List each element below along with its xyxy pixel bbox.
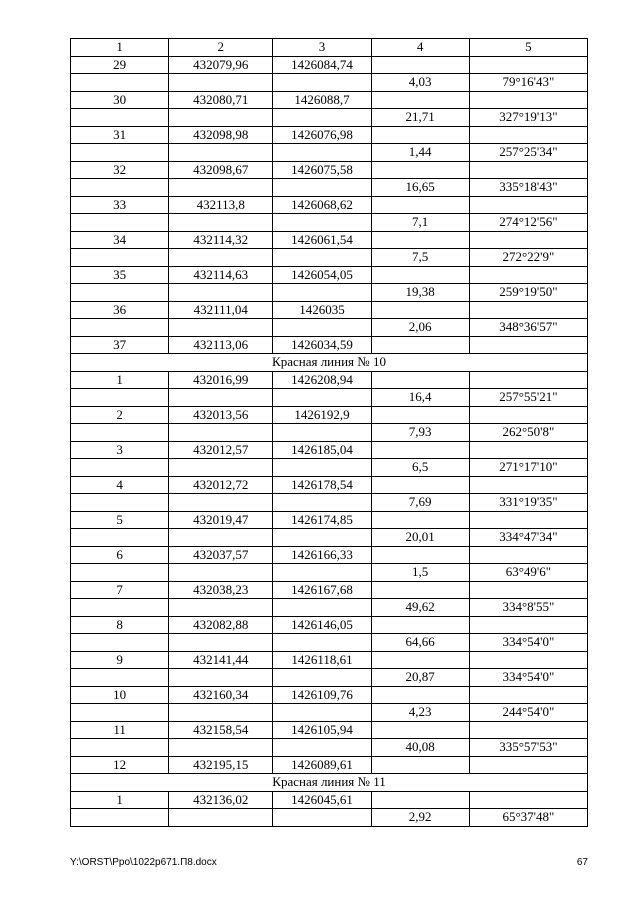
table-cell	[71, 739, 169, 757]
table-cell: 29	[71, 56, 169, 74]
table-cell: 20,01	[371, 529, 469, 547]
table-cell: 432012,72	[169, 476, 273, 494]
table-cell: 1,44	[371, 144, 469, 162]
table-cell	[469, 196, 587, 214]
table-cell: 1426208,94	[273, 371, 371, 389]
table-cell	[71, 424, 169, 442]
table-cell: 1426146,05	[273, 616, 371, 634]
table-cell: 348°36'57"	[469, 319, 587, 337]
table-cell	[71, 459, 169, 477]
table-cell: 432113,8	[169, 196, 273, 214]
table-row	[71, 91, 588, 109]
table-row	[71, 249, 588, 267]
table-cell: 63°49'6"	[469, 564, 587, 582]
table-cell: 432098,67	[169, 161, 273, 179]
table-cell	[469, 756, 587, 774]
table-row	[71, 669, 588, 687]
table-cell	[371, 91, 469, 109]
table-cell	[469, 126, 587, 144]
table-cell	[273, 704, 371, 722]
table-cell: 432114,63	[169, 266, 273, 284]
table-cell: 3	[71, 441, 169, 459]
table-row	[71, 266, 588, 284]
table-cell: 7,5	[371, 249, 469, 267]
table-cell: 432098,98	[169, 126, 273, 144]
table-cell: 432080,71	[169, 91, 273, 109]
column-header: 2	[169, 39, 273, 57]
table-cell	[273, 564, 371, 582]
table-cell	[169, 704, 273, 722]
table-cell: 271°17'10"	[469, 459, 587, 477]
table-cell: 432079,96	[169, 56, 273, 74]
table-cell: 7,93	[371, 424, 469, 442]
table-cell	[469, 406, 587, 424]
table-cell: 432136,02	[169, 791, 273, 809]
table-row	[71, 74, 588, 92]
table-cell	[371, 616, 469, 634]
table-row	[71, 301, 588, 319]
table-row	[71, 809, 588, 827]
table-row	[71, 406, 588, 424]
table-cell: 6,5	[371, 459, 469, 477]
table-cell: 334°54'0"	[469, 669, 587, 687]
table-cell: 432038,23	[169, 581, 273, 599]
table-cell	[169, 494, 273, 512]
table-cell: 1426045,61	[273, 791, 371, 809]
table-cell: 1426167,68	[273, 581, 371, 599]
table-cell	[469, 651, 587, 669]
table-cell: 4	[71, 476, 169, 494]
table-cell	[273, 599, 371, 617]
table-row	[71, 721, 588, 739]
section-title: Красная линия № 10	[71, 354, 588, 372]
table-cell	[169, 179, 273, 197]
table-cell	[71, 249, 169, 267]
table-cell: 432082,88	[169, 616, 273, 634]
table-row	[71, 336, 588, 354]
table-cell	[273, 529, 371, 547]
table-row	[71, 599, 588, 617]
table-cell: 1426089,61	[273, 756, 371, 774]
table-cell	[469, 511, 587, 529]
table-cell	[371, 546, 469, 564]
table-cell: 20,87	[371, 669, 469, 687]
table-cell: 432037,57	[169, 546, 273, 564]
table-cell: 10	[71, 686, 169, 704]
table-cell	[169, 739, 273, 757]
table-row	[71, 109, 588, 127]
table-cell: 432019,47	[169, 511, 273, 529]
table-cell: 1426105,94	[273, 721, 371, 739]
table-cell: 272°22'9"	[469, 249, 587, 267]
table-cell	[371, 301, 469, 319]
table-cell: 335°18'43"	[469, 179, 587, 197]
table-cell	[71, 214, 169, 232]
table-cell: 1426076,98	[273, 126, 371, 144]
table-cell: 334°54'0"	[469, 634, 587, 652]
table-cell	[469, 581, 587, 599]
table-cell	[371, 791, 469, 809]
table-cell: 262°50'8"	[469, 424, 587, 442]
table-row	[71, 144, 588, 162]
table-cell: 40,08	[371, 739, 469, 757]
table-row	[71, 511, 588, 529]
table-cell	[273, 109, 371, 127]
table-cell	[169, 109, 273, 127]
table-cell	[71, 529, 169, 547]
table-cell	[169, 809, 273, 827]
table-cell: 1426054,05	[273, 266, 371, 284]
table-cell: 7,69	[371, 494, 469, 512]
table-cell: 432113,06	[169, 336, 273, 354]
table-cell	[371, 56, 469, 74]
table-cell: 8	[71, 616, 169, 634]
table-row	[71, 389, 588, 407]
column-header: 1	[71, 39, 169, 57]
table-cell	[469, 301, 587, 319]
table-cell: 257°55'21"	[469, 389, 587, 407]
table-cell: 1426178,54	[273, 476, 371, 494]
table-row	[71, 564, 588, 582]
table-cell: 32	[71, 161, 169, 179]
table-cell	[371, 651, 469, 669]
table-cell: 19,38	[371, 284, 469, 302]
table-cell	[273, 809, 371, 827]
table-cell: 1426166,33	[273, 546, 371, 564]
table-header-row	[71, 39, 588, 57]
table-cell	[71, 599, 169, 617]
table-cell: 331°19'35"	[469, 494, 587, 512]
table-cell	[169, 599, 273, 617]
table-cell: 1426118,61	[273, 651, 371, 669]
table-cell	[169, 669, 273, 687]
section-row	[71, 354, 588, 372]
table-cell	[469, 546, 587, 564]
table-cell	[469, 91, 587, 109]
table-cell	[469, 56, 587, 74]
table-cell: 16,4	[371, 389, 469, 407]
table-cell: 1426174,85	[273, 511, 371, 529]
table-row	[71, 581, 588, 599]
table-row	[71, 651, 588, 669]
table-cell	[469, 791, 587, 809]
table-cell: 1426068,62	[273, 196, 371, 214]
table-cell: 65°37'48"	[469, 809, 587, 827]
table-row	[71, 494, 588, 512]
table-row	[71, 441, 588, 459]
table-cell: 1426075,58	[273, 161, 371, 179]
table-cell	[71, 389, 169, 407]
table-row	[71, 179, 588, 197]
table-cell: 2,06	[371, 319, 469, 337]
table-row	[71, 214, 588, 232]
table-row	[71, 371, 588, 389]
table-cell: 335°57'53"	[469, 739, 587, 757]
table-cell	[273, 319, 371, 337]
table-cell: 36	[71, 301, 169, 319]
table-cell: 1426084,74	[273, 56, 371, 74]
table-cell: 1	[71, 791, 169, 809]
table-cell	[371, 581, 469, 599]
table-cell	[371, 266, 469, 284]
table-cell: 432141,44	[169, 651, 273, 669]
table-row	[71, 546, 588, 564]
table-cell: 2,92	[371, 809, 469, 827]
table-cell	[273, 284, 371, 302]
table-cell	[273, 144, 371, 162]
table-cell: 30	[71, 91, 169, 109]
table-cell: 432013,56	[169, 406, 273, 424]
table-row	[71, 319, 588, 337]
footer-file-path: Y:\ORST\Ppo\1022p671.П8.docx	[70, 857, 217, 868]
page-number: 67	[576, 857, 588, 868]
table-cell	[371, 371, 469, 389]
table-cell	[169, 529, 273, 547]
table-cell	[469, 721, 587, 739]
coordinates-table	[70, 38, 588, 827]
table-cell: 432158,54	[169, 721, 273, 739]
table-cell: 37	[71, 336, 169, 354]
section-title: Красная линия № 11	[71, 774, 588, 792]
table-cell: 327°19'13"	[469, 109, 587, 127]
table-cell	[71, 494, 169, 512]
table-cell	[169, 634, 273, 652]
table-cell: 4,23	[371, 704, 469, 722]
table-cell	[273, 459, 371, 477]
table-cell: 432195,15	[169, 756, 273, 774]
table-cell: 35	[71, 266, 169, 284]
table-body	[71, 56, 588, 826]
table-cell: 16,65	[371, 179, 469, 197]
table-cell: 432114,32	[169, 231, 273, 249]
table-cell: 2	[71, 406, 169, 424]
table-cell: 432160,34	[169, 686, 273, 704]
table-cell	[469, 231, 587, 249]
table-cell: 334°47'34"	[469, 529, 587, 547]
table-cell	[371, 161, 469, 179]
table-cell	[71, 669, 169, 687]
table-row	[71, 196, 588, 214]
table-cell: 33	[71, 196, 169, 214]
table-cell: 1426185,04	[273, 441, 371, 459]
table-cell	[273, 214, 371, 232]
table-cell: 7	[71, 581, 169, 599]
table-cell	[169, 389, 273, 407]
table-row	[71, 424, 588, 442]
table-cell	[71, 704, 169, 722]
table-row	[71, 704, 588, 722]
table-row	[71, 791, 588, 809]
table-row	[71, 756, 588, 774]
table-cell	[469, 441, 587, 459]
table-cell	[273, 494, 371, 512]
table-cell	[371, 756, 469, 774]
table-cell: 432012,57	[169, 441, 273, 459]
table-cell: 274°12'56"	[469, 214, 587, 232]
table-cell	[469, 161, 587, 179]
table-cell: 1426192,9	[273, 406, 371, 424]
table-cell: 432016,99	[169, 371, 273, 389]
table-cell	[71, 144, 169, 162]
column-header: 4	[371, 39, 469, 57]
table-row	[71, 231, 588, 249]
table-cell	[169, 459, 273, 477]
table-cell	[169, 249, 273, 267]
table-cell: 259°19'50"	[469, 284, 587, 302]
table-cell: 49,62	[371, 599, 469, 617]
table-cell	[71, 319, 169, 337]
table-cell: 7,1	[371, 214, 469, 232]
column-header: 5	[469, 39, 587, 57]
table-cell: 257°25'34"	[469, 144, 587, 162]
table-cell	[169, 564, 273, 582]
table-cell: 21,71	[371, 109, 469, 127]
table-cell	[273, 179, 371, 197]
table-cell	[169, 284, 273, 302]
table-cell	[371, 336, 469, 354]
table-row	[71, 476, 588, 494]
table-cell: 5	[71, 511, 169, 529]
table-cell: 6	[71, 546, 169, 564]
table-cell: 1426035	[273, 301, 371, 319]
section-row	[71, 774, 588, 792]
table-cell	[469, 686, 587, 704]
table-cell: 12	[71, 756, 169, 774]
table-cell	[469, 336, 587, 354]
table-cell	[371, 126, 469, 144]
table-row	[71, 459, 588, 477]
table-cell: 9	[71, 651, 169, 669]
table-cell	[273, 634, 371, 652]
table-cell	[371, 721, 469, 739]
table-cell: 1,5	[371, 564, 469, 582]
table-row	[71, 529, 588, 547]
table-cell	[71, 284, 169, 302]
table-cell	[273, 739, 371, 757]
table-cell	[371, 476, 469, 494]
table-cell	[169, 144, 273, 162]
table-cell: 334°8'55"	[469, 599, 587, 617]
table-cell	[71, 564, 169, 582]
table-cell	[469, 616, 587, 634]
table-cell: 34	[71, 231, 169, 249]
table-cell	[273, 389, 371, 407]
table-cell: 244°54'0"	[469, 704, 587, 722]
table-cell: 64,66	[371, 634, 469, 652]
table-cell	[371, 196, 469, 214]
table-cell	[71, 74, 169, 92]
table-cell	[469, 371, 587, 389]
table-cell	[371, 441, 469, 459]
table-row	[71, 686, 588, 704]
table-row	[71, 161, 588, 179]
table-cell	[71, 109, 169, 127]
table-row	[71, 616, 588, 634]
table-cell: 79°16'43"	[469, 74, 587, 92]
table-cell	[469, 266, 587, 284]
table-cell	[371, 686, 469, 704]
table-cell	[169, 424, 273, 442]
table-cell: 1426034,59	[273, 336, 371, 354]
table-cell	[273, 669, 371, 687]
table-cell: 11	[71, 721, 169, 739]
column-header: 3	[273, 39, 371, 57]
table-cell	[273, 74, 371, 92]
table-cell: 1426109,76	[273, 686, 371, 704]
table-cell: 1426061,54	[273, 231, 371, 249]
table-cell	[469, 476, 587, 494]
table-row	[71, 284, 588, 302]
table-row	[71, 126, 588, 144]
table-cell	[273, 424, 371, 442]
table-cell	[71, 809, 169, 827]
table-cell	[273, 249, 371, 267]
table-row	[71, 56, 588, 74]
table-cell	[371, 511, 469, 529]
table-cell	[371, 231, 469, 249]
table-row	[71, 634, 588, 652]
table-row	[71, 739, 588, 757]
table-cell: 31	[71, 126, 169, 144]
table-cell	[371, 406, 469, 424]
table-cell	[71, 179, 169, 197]
table-cell	[169, 214, 273, 232]
table-cell: 4,03	[371, 74, 469, 92]
table-cell: 1426088,7	[273, 91, 371, 109]
table-cell	[169, 319, 273, 337]
table-cell: 432111,04	[169, 301, 273, 319]
table-cell	[169, 74, 273, 92]
table-cell: 1	[71, 371, 169, 389]
table-cell	[71, 634, 169, 652]
